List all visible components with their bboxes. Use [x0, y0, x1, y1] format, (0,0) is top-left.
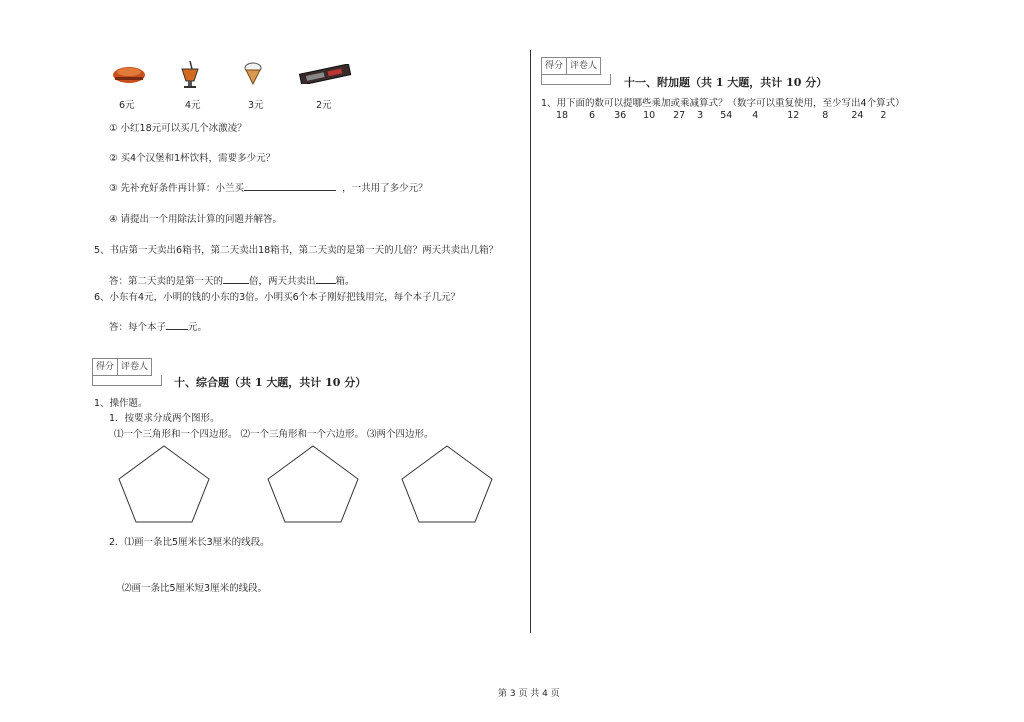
problem-6: 6、小东有4元，小明的钱的小东的3倍。小明买6个本子刚好把钱用完，每个本子几元？ — [94, 292, 461, 303]
answer-blank[interactable] — [166, 329, 188, 330]
number: 8 — [822, 110, 829, 121]
number: 36 — [614, 110, 627, 121]
number-list — [556, 110, 894, 121]
section-11-title: 十一、附加题（共 1 大题，共计 10 分） — [624, 76, 828, 89]
answer-5-part1: 答：第二天卖的是第一天的 — [109, 276, 224, 287]
number: 2 — [880, 110, 887, 121]
question-4: ④ 请提出一个用除法计算的问题并解答。 — [109, 214, 283, 225]
number: 24 — [851, 110, 864, 121]
question-1: ① 小红18元可以买几个冰激凌？ — [109, 123, 247, 134]
item-hamburger — [112, 66, 146, 89]
price-drink: 4元 — [185, 100, 201, 111]
answer-6 — [109, 319, 207, 333]
section-10-sub2b: ⑵画一条比5厘米短3厘米的线段。 — [122, 583, 268, 594]
grader-label: 评卷人 — [117, 359, 151, 375]
problem-5: 5、书店第一天卖出6箱书，第二天卖出18箱书，第二天卖的是第一天的几倍？两天共卖出几箱？ — [94, 245, 499, 256]
question-3 — [109, 180, 428, 194]
drink-icon — [178, 61, 202, 89]
question-3-pre: ③ 先补充好条件再计算：小兰买 — [109, 183, 245, 194]
number: 27 — [673, 110, 686, 121]
answer-5-part2: 倍，两天共卖出 — [249, 276, 316, 287]
grader-label: 评卷人 — [566, 58, 600, 74]
pentagon-3 — [402, 446, 492, 522]
hamburger-icon — [112, 66, 146, 86]
column-divider — [530, 50, 531, 633]
pentagon-figures — [110, 440, 510, 530]
answer-blank[interactable] — [316, 283, 336, 284]
item-ice-cream — [243, 62, 263, 89]
score-label: 得分 — [545, 61, 564, 71]
section-10-sub1: 1．按要求分成两个图形。 — [109, 413, 220, 424]
page-footer: 第 3 页 共 4 页 — [498, 689, 560, 699]
number: 12 — [787, 110, 800, 121]
pentagon-1 — [119, 446, 209, 522]
section-10-title: 十、综合题（共 1 大题，共计 10 分） — [174, 376, 367, 389]
price-ice-cream: 3元 — [248, 100, 264, 111]
answer-5 — [109, 273, 355, 287]
score-box — [541, 57, 601, 75]
section-10-options: ⑴一个三角形和一个四边形。 ⑵一个三角形和一个六边形。 ⑶两个四边形。 — [114, 429, 434, 440]
number: 54 — [720, 110, 733, 121]
price-hamburger: 6元 — [119, 100, 135, 111]
section-10-q1: 1、操作题。 — [94, 398, 148, 409]
answer-5-part3: 箱。 — [335, 276, 355, 287]
item-drink — [178, 61, 202, 92]
number: 18 — [556, 110, 569, 121]
ice-cream-icon — [243, 62, 263, 86]
pentagon-2 — [268, 446, 358, 522]
item-chocolate — [298, 64, 352, 87]
chocolate-bar-icon — [298, 64, 352, 84]
score-box-body — [541, 74, 611, 85]
section-11-q1: 1、用下面的数可以提哪些乘加或乘减算式？（数字可以重复使用，至少写出4个算式） — [541, 98, 905, 109]
answer-6-part2: 元。 — [188, 322, 208, 333]
answer-blank[interactable] — [223, 283, 249, 284]
answer-blank[interactable] — [244, 190, 336, 191]
score-box — [92, 358, 152, 376]
number: 4 — [752, 110, 759, 121]
score-box-body — [92, 375, 162, 386]
price-chocolate: 2元 — [316, 100, 332, 111]
number: 6 — [589, 110, 596, 121]
number: 3 — [697, 110, 704, 121]
answer-6-part1: 答：每个本子 — [109, 322, 167, 333]
question-2: ② 买4个汉堡和1杯饮料，需要多少元？ — [109, 153, 276, 164]
number: 10 — [643, 110, 656, 121]
section-10-sub2: 2．⑴画一条比5厘米长3厘米的线段。 — [109, 537, 270, 548]
question-3-post: ，一共用了多少元？ — [342, 183, 428, 194]
score-label: 得分 — [96, 362, 115, 372]
